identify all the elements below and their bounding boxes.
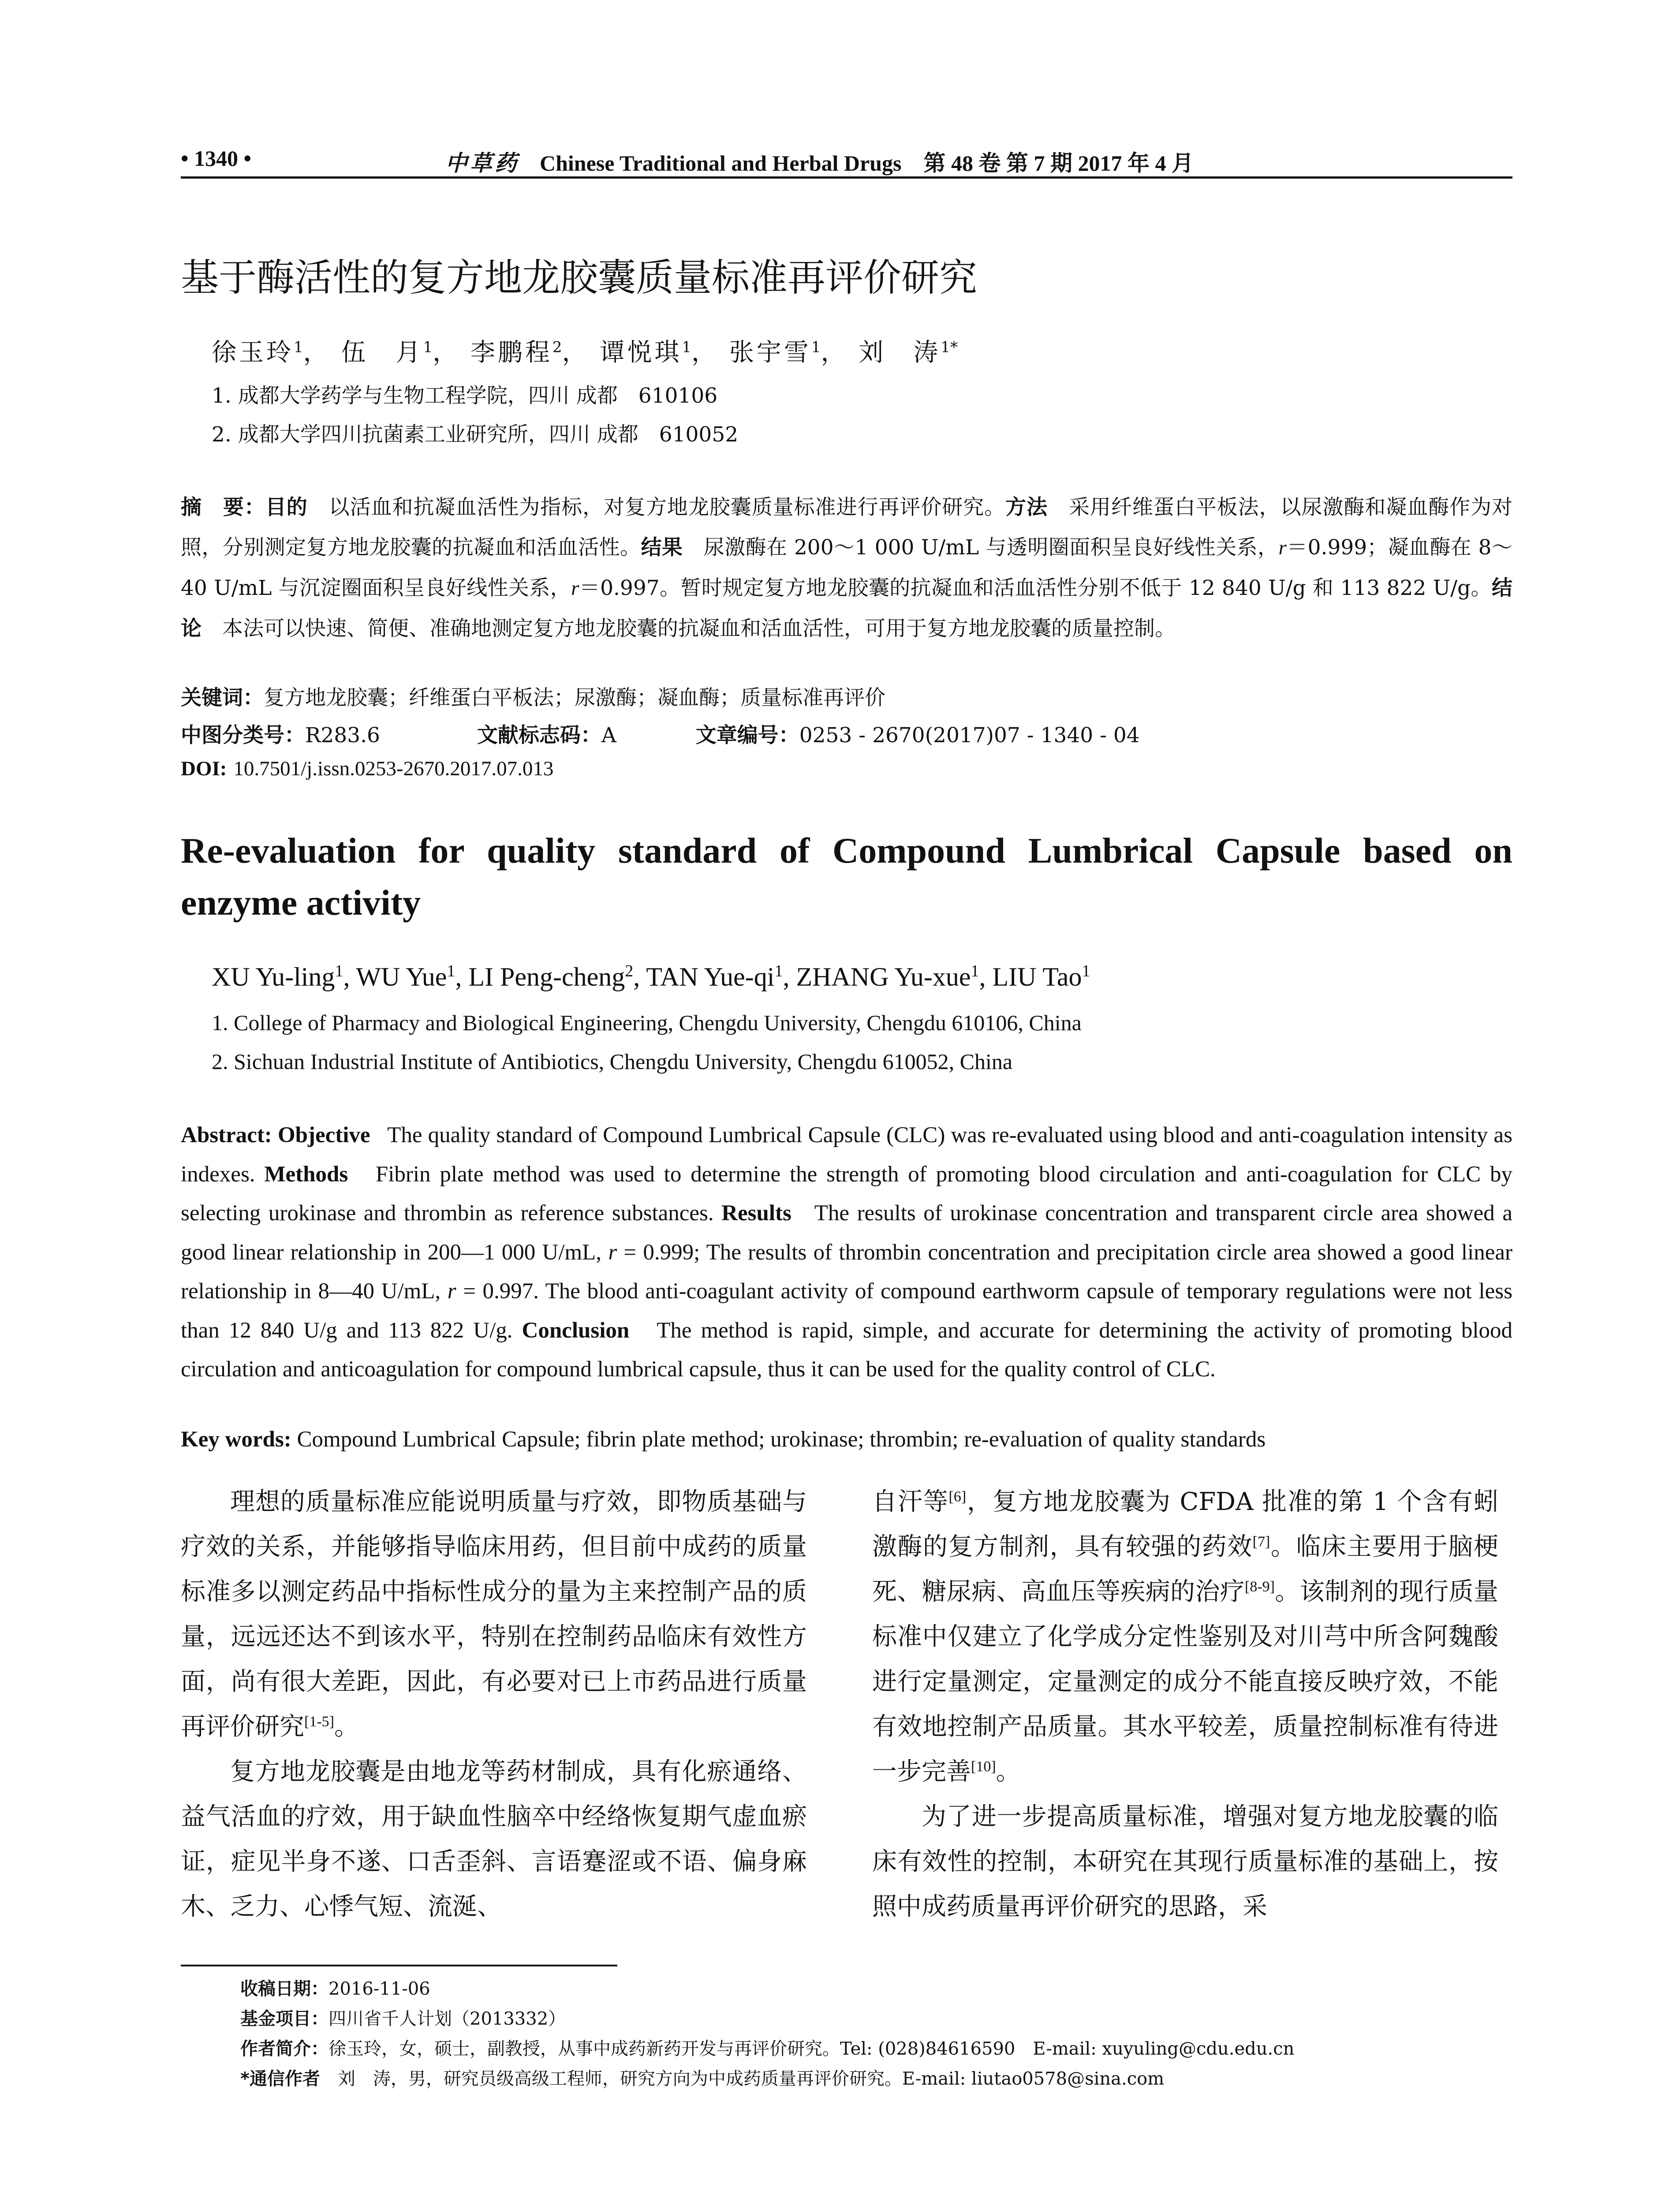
article-no-value: 0253 - 2670(2017)07 - 1340 - 04 — [799, 723, 1140, 747]
conclusion-cn: 本法可以快速、简便、准确地测定复方地龙胶囊的抗凝血和活血活性，可用于复方地龙胶囊的质量控制。 — [222, 617, 1176, 641]
conclusion-cn-label: 结论 — [181, 576, 1512, 641]
footnote-corresponding — [240, 2065, 1164, 2090]
r-symbol: r — [447, 1279, 456, 1304]
title-en: Re-evaluation for quality standard of Compound Lumbrical Capsule based on enzyme activity — [181, 830, 1512, 923]
clc-value: R283.6 — [305, 723, 380, 747]
author-cn: 谭悦琪 — [600, 338, 682, 367]
body-paragraph — [872, 1480, 1498, 1794]
methods-en-label: Methods — [264, 1162, 348, 1187]
r-symbol: r — [608, 1240, 617, 1265]
abstract-en — [181, 1116, 1512, 1389]
title-cn: 基于酶活性的复方地龙胶囊质量标准再评价研究 — [181, 256, 977, 300]
keywords-en — [181, 1427, 1266, 1452]
citation-ref[interactable]: [1-5] — [304, 1713, 334, 1730]
classification-line — [181, 719, 1140, 748]
running-header — [181, 140, 1512, 176]
footnote-rule — [181, 1965, 617, 1966]
results-en-1: The results of urokinase concentration and transparent circle area showed a good linear relationship in 200—1 000 U/mL, — [181, 1201, 1512, 1265]
author-en: XU Yu-ling — [212, 962, 335, 991]
author-cn-sup: 2 — [552, 338, 562, 356]
keywords-cn — [181, 681, 885, 711]
body-column-right — [872, 1480, 1498, 1929]
body-text: 理想的质量标准应能说明质量与疗效，即物质基础与疗效的关系，并能够指导临床用药，但目前中成药的质量标准多以测定药品中指标性成分的量为主来控制产品的质量，远远还达不到该水平，特别在控制药品临床有效性方面，尚有很大差距，因此，有必要对已上市药品进行质量再评价研究 — [181, 1487, 807, 1741]
corresponding-text: 刘 涛，男，研究员级高级工程师，研究方向为中成药质量再评价研究。E-mail: liutao0578@sina.com — [337, 2069, 1165, 2089]
objective-en-label: Objective — [277, 1123, 370, 1147]
author-cn-sup: 1 — [682, 338, 691, 356]
doi-line — [181, 756, 553, 781]
body-paragraph — [181, 1749, 807, 1929]
article-no-label: 文章编号： — [695, 723, 799, 747]
author-en: LIU Tao — [992, 962, 1082, 991]
authors-en: XU Yu-ling$^1$, WU Yue$^1$, LI Peng-cheng$^2$, TAN Yue-$qi^1$, ZHANG Yu-xue$^1$, LIU Tao$^1$ — [212, 962, 1090, 991]
author-cn: 徐玉玲 — [212, 338, 294, 367]
header-rule — [181, 176, 1512, 179]
keywords-en-text: Compound Lumbrical Capsule; fibrin plate method; urokinase; thrombin; re-evaluation of quality standards — [297, 1427, 1266, 1452]
conclusion-en: The method is rapid, simple, and accurate for determining the activity of promoting blood circulation and anticoagulation for compound lumbrical capsule, thus it can be used for the quality control of CLC. — [181, 1318, 1512, 1382]
clc-label: 中图分类号： — [181, 723, 305, 747]
body-text: 。该制剂的现行质量标准中仅建立了化学成分定性鉴别及对川芎中所含阿魏酸进行定量测定，定量测定的成分不能直接反映疗效，不能有效地控制产品质量。其水平较差，质量控制标准有待进一步完善 — [872, 1577, 1499, 1786]
abstract-cn — [181, 487, 1512, 649]
conclusion-en-label: Conclusion — [522, 1318, 630, 1343]
journal-logo: 中草药 — [445, 150, 519, 176]
methods-en: Fibrin plate method was used to determine the strength of promoting blood circulation and anti-coagulation for CLC by selecting urokinase and thrombin as reference substances. — [181, 1162, 1513, 1226]
author-cn: 张宇雪 — [729, 338, 811, 367]
body-paragraph — [181, 1480, 807, 1749]
body-text: ，复方地龙胶囊为 CFDA 批准的第 1 个含有蚓激酶的复方制剂，具有较强的药效 — [872, 1487, 1499, 1561]
footnote-fund — [240, 2005, 566, 2030]
keywords-en-label: Key words: — [181, 1427, 291, 1452]
author-cn-sup: 1 — [423, 338, 433, 356]
affiliation-cn-1: 1. 成都大学药学与生物工程学院，四川 成都 610106 — [212, 384, 718, 408]
affiliation-cn-2: 2. 成都大学四川抗菌素工业研究所，四川 成都 610052 — [212, 422, 739, 447]
citation-ref[interactable]: [8-9] — [1245, 1578, 1275, 1595]
footnote-author — [240, 2035, 1294, 2060]
body-text: 。临床主要用于脑梗死、糖尿病、高血压等疾病的治疗 — [872, 1532, 1499, 1606]
body-text: 。 — [334, 1712, 359, 1741]
r-symbol: r — [571, 577, 579, 600]
body-text: 为了进一步提高质量标准，增强对复方地龙胶囊的临床有效性的控制，本研究在其现行质量标准的基础上，按照中成药质量再评价研究的思路，采 — [872, 1802, 1498, 1921]
objective-cn: 以活血和抗凝血活性为指标，对复方地龙胶囊质量标准进行再评价研究。 — [329, 495, 1006, 519]
affiliation-en-2: 2. Sichuan Industrial Institute of Antibiotics, Chengdu University, Chengdu 610052, China — [212, 1049, 1013, 1074]
author-en: WU Yue — [356, 962, 447, 991]
methods-cn-label: 方法 — [1005, 495, 1048, 519]
author-en-sup: 1 — [335, 962, 343, 980]
received-date: 2016-11-06 — [329, 1979, 430, 1999]
body-text: 自汗等 — [872, 1487, 949, 1516]
author-en-sup: 1 — [1082, 962, 1090, 980]
keywords-cn-label: 关键词： — [181, 686, 264, 710]
citation-ref[interactable]: [10] — [971, 1758, 996, 1775]
issue-info: 第 48 卷 第 7 期 2017 年 4 月 — [923, 151, 1194, 176]
results-cn-1: 尿激酶在 200～1 000 U/mL 与透明圈面积呈良好线性关系， — [703, 535, 1279, 560]
footnote-received — [240, 1975, 430, 2000]
journal-info — [445, 146, 1194, 177]
author-en-sup: 1 — [774, 962, 783, 980]
author-bio-text: 徐玉玲，女，硕士，副教授，从事中成药新药开发与再评价研究。Tel: (028)84616590 E-mail: xuyuling@cdu.edu.cn — [329, 2039, 1295, 2059]
doi-value: 10.7501/j.issn.0253-2670.2017.07.013 — [233, 757, 554, 780]
author-bio-label: 作者简介： — [240, 2039, 329, 2059]
abstract-cn-label: 摘 要： — [181, 495, 265, 519]
results-en-label: Results — [721, 1201, 791, 1226]
author-en: LI Peng-cheng — [468, 962, 625, 991]
author-cn-sup: 1 — [294, 338, 303, 356]
abstract-en-label: Abstract: — [181, 1123, 272, 1147]
affiliation-en-1: 1. College of Pharmacy and Biological Engineering, Chengdu University, Chengdu 610106, China — [212, 1010, 1082, 1035]
journal-name-en: Chinese Traditional and Herbal Drugs — [540, 151, 902, 176]
results-cn-label: 结果 — [641, 535, 683, 560]
received-label: 收稿日期： — [240, 1979, 329, 1999]
objective-en: The quality standard of Compound Lumbrical Capsule (CLC) was re-evaluated using blood and anti-coagulation intensity as indexes. — [181, 1123, 1512, 1187]
citation-ref[interactable]: [7] — [1252, 1533, 1270, 1550]
author-cn-sup: 1* — [941, 338, 958, 356]
r-symbol: r — [1278, 536, 1287, 559]
author-en-sup: 1 — [971, 962, 979, 980]
author-en: ZHANG Yu-xue — [796, 962, 971, 991]
page-number: • 1340 • — [181, 146, 252, 171]
methods-cn: 采用纤维蛋白平板法，以尿激酶和凝血酶作为对照，分别测定复方地龙胶囊的抗凝血和活血活性。 — [181, 495, 1513, 560]
author-en: TAN Yue-qi — [646, 962, 775, 991]
author-cn-sup: 1 — [811, 338, 821, 356]
author-cn: 刘 涛 — [859, 338, 941, 367]
keywords-cn-text: 复方地龙胶囊；纤维蛋白平板法；尿激酶；凝血酶；质量标准再评价 — [264, 686, 885, 710]
citation-ref[interactable]: [6] — [948, 1488, 967, 1505]
author-cn: 伍 月 — [341, 338, 423, 367]
author-en-sup: 1 — [447, 962, 455, 980]
body-text: 复方地龙胶囊是由地龙等药材制成，具有化瘀通络、益气活血的疗效，用于缺血性脑卒中经络恢复期气虚血瘀证，症见半身不遂、口舌歪斜、言语蹇涩或不语、偏身麻木、乏力、心悸气短、流涎、 — [181, 1757, 807, 1921]
results-en-2: = 0.999; The results of thrombin concentration and precipitation circle area showed a good linear relationship in 8—40 U/mL, — [181, 1240, 1513, 1304]
author-en-sup: 2 — [625, 962, 634, 980]
corresponding-label: *通信作者 — [240, 2069, 320, 2089]
results-cn-2: ＝0.999；凝血酶在 8～40 U/mL 与沉淀圈面积呈良好线性关系， — [181, 535, 1513, 600]
doi-label: DOI: — [181, 757, 227, 780]
results-cn-3: ＝0.997。暂时规定复方地龙胶囊的抗凝血和活血活性分别不低于 12 840 U/g 和 113 822 U/g。 — [579, 576, 1492, 600]
body-paragraph — [872, 1794, 1498, 1929]
fund-text: 四川省千人计划（2013332） — [329, 2009, 566, 2029]
doc-code-label: 文献标志码： — [477, 723, 601, 747]
doc-code-value: A — [601, 723, 616, 747]
body-text: 。 — [996, 1757, 1021, 1786]
body-column-left — [181, 1480, 807, 1929]
results-en-3: = 0.997. The blood anti-coagulant activity of compound earthworm capsule of temporary regulations were not less than 12 840 U/g and 113 822 U/g. — [181, 1279, 1512, 1343]
fund-label: 基金项目： — [240, 2009, 329, 2029]
objective-cn-label: 目的 — [265, 495, 308, 519]
authors-cn: 徐玉玲$^1$， 伍 月$^1$， 李鹏程$^2$， 谭悦琪$^1$， 张宇雪$^1$， 刘 涛$^{1*}$ — [212, 338, 958, 367]
author-cn: 李鹏程 — [470, 338, 553, 367]
